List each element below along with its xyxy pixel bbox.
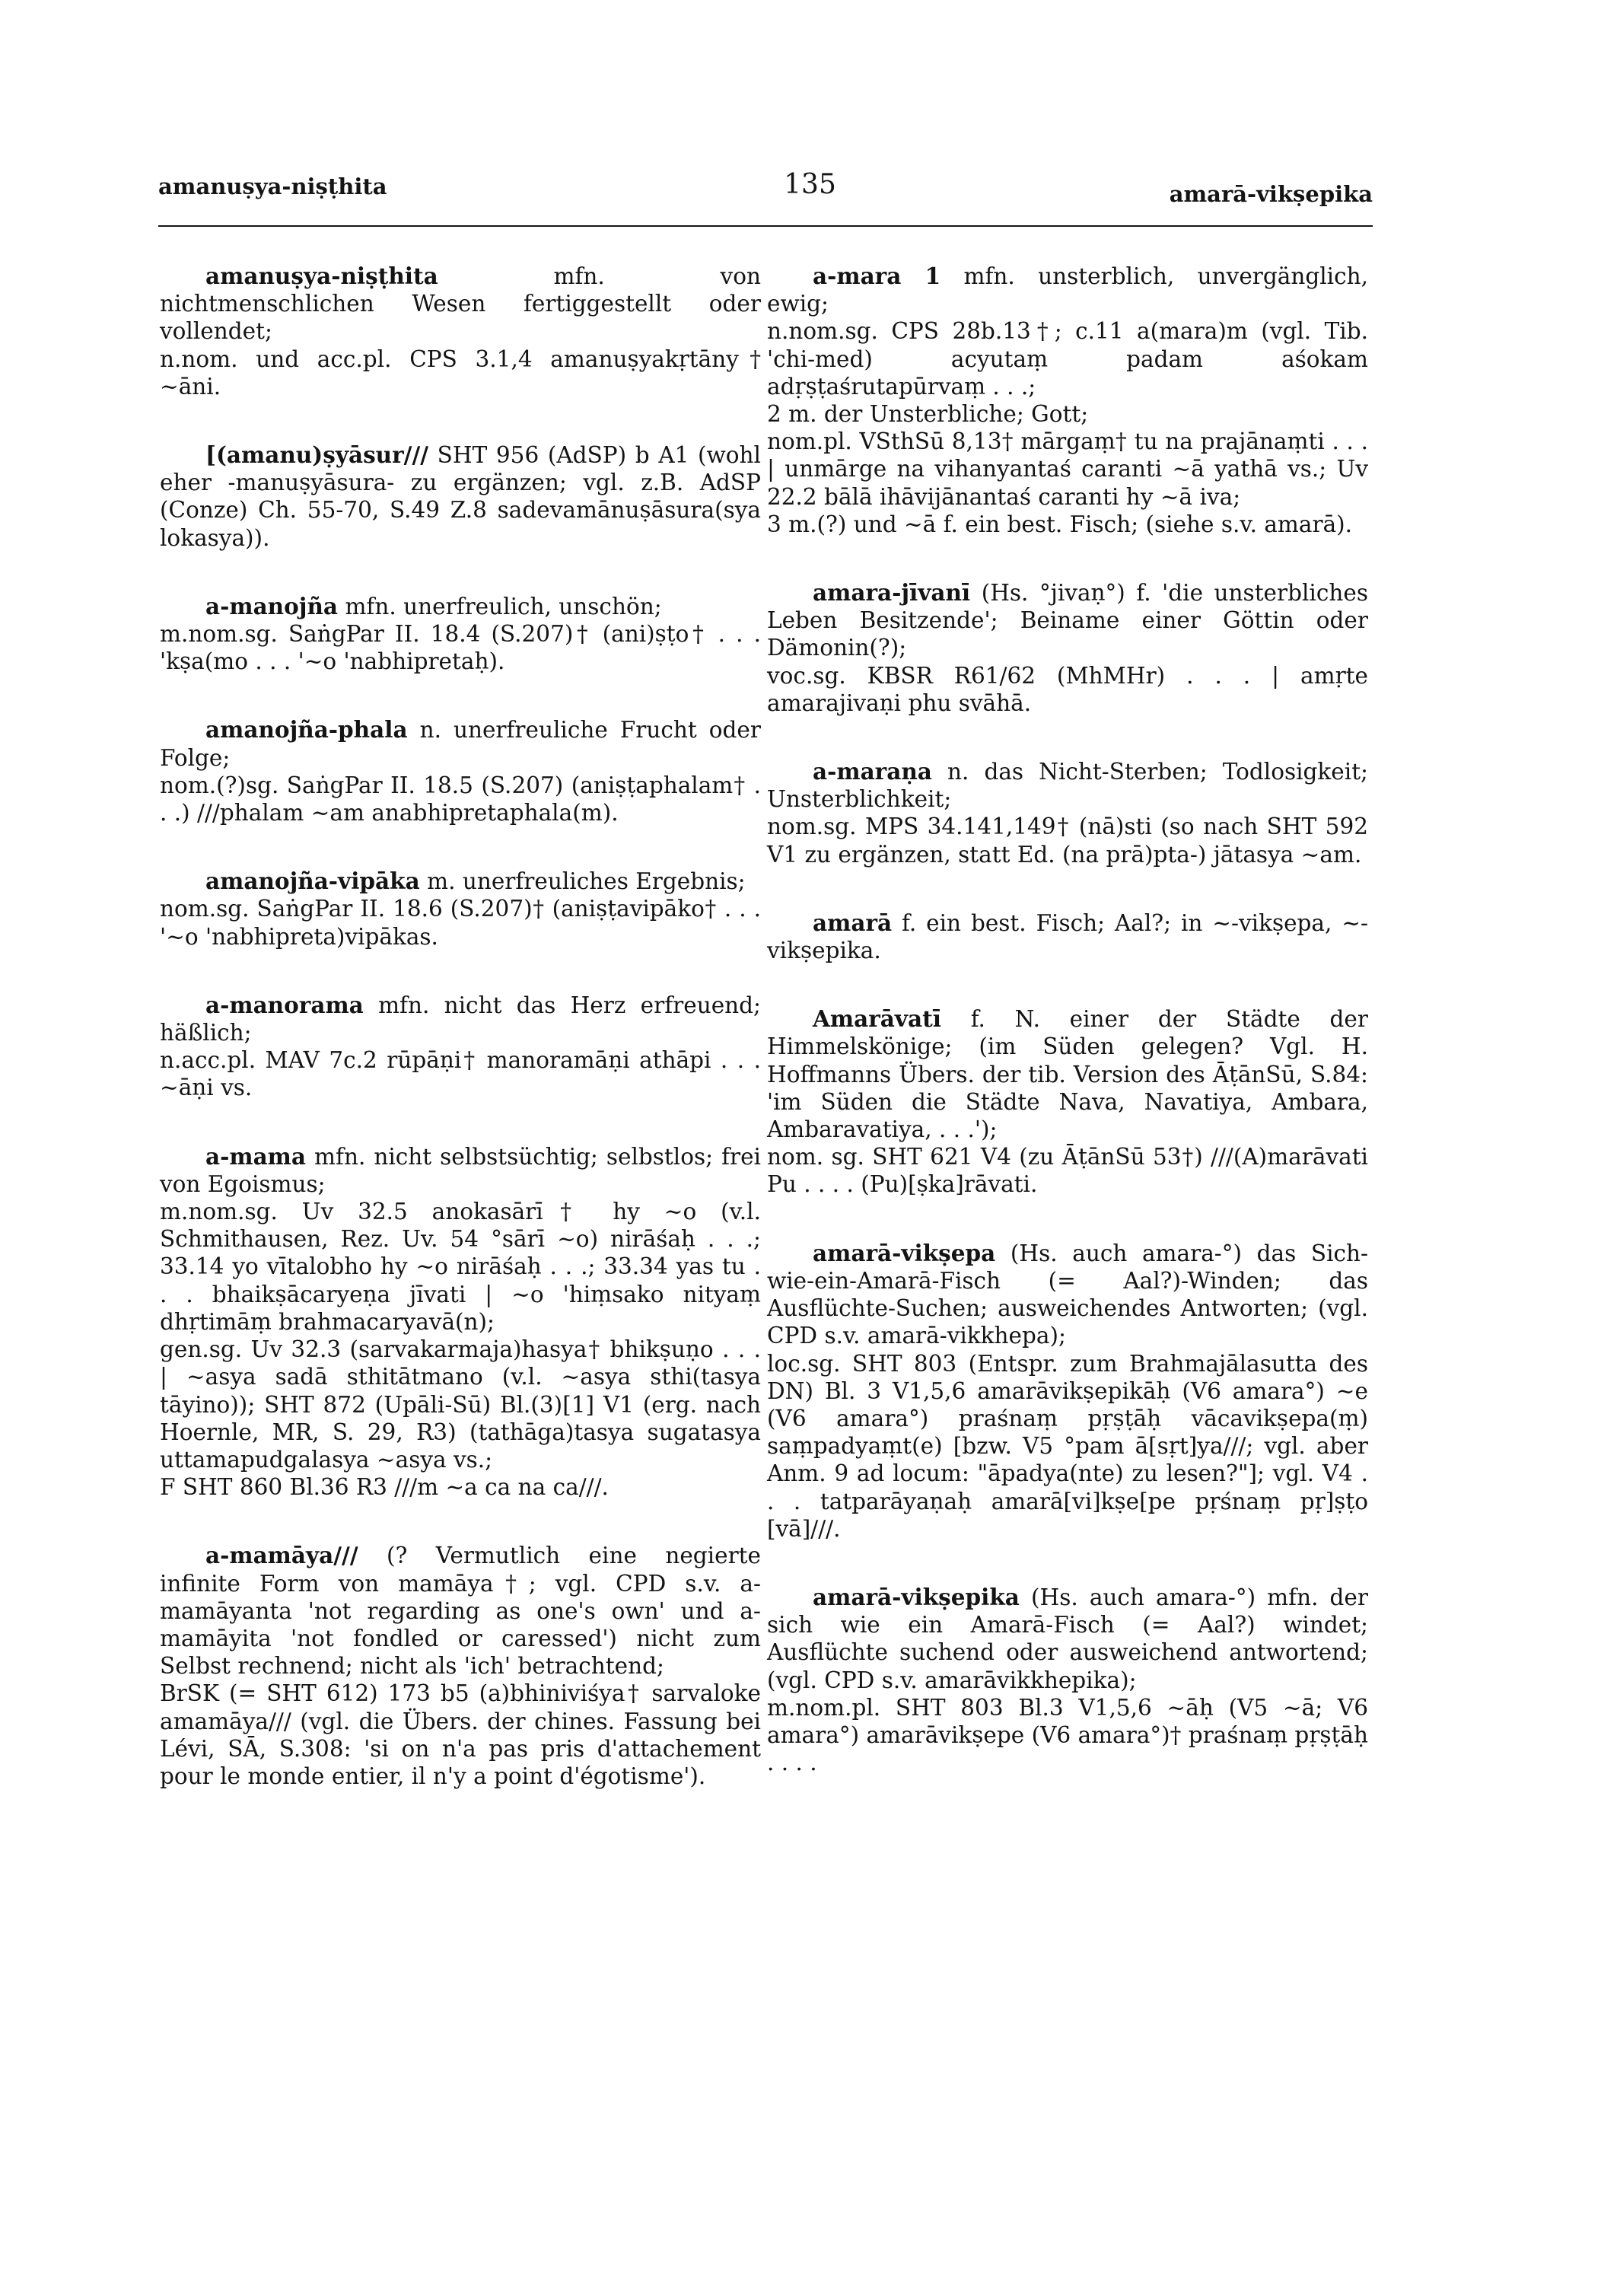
entry-citation (767, 1694, 1368, 1777)
entry-definition (767, 263, 1368, 317)
dictionary-entry (160, 1542, 761, 1790)
entry-citation (160, 346, 761, 400)
running-head-left: amanuṣya-niṣṭhita (158, 174, 387, 199)
entry-text: BrSK (= SHT 612) 173 b5 (a)bhiniviśya† sarvaloke amamāya/// (vgl. die Übers. der chines. Fassung bei Lévi, SĀ, S.308: 'si on n'a pas pris d'attachement pour le monde entier, il n'y a point d'égotisme'). (160, 1680, 761, 1789)
running-head-right: amarā-vikṣepika (1169, 181, 1373, 207)
entry-definition (767, 1584, 1368, 1694)
entry-citation (160, 1336, 761, 1473)
entry-headword: amanuṣya-niṣṭhita (205, 263, 438, 289)
entry-text: f. N. einer der Städte der Himmelskönige; (im Süden gelegen? Vgl. H. Hoffmanns Übers. der tib. Version des ĀṭānSū, S.84: 'im Süden die Städte Nava, Navatiya, Ambara, Ambaravatiya, . . .'); (767, 1006, 1368, 1143)
dictionary-entry (767, 1240, 1368, 1543)
entry-text: nom.sg. SaṅgPar II. 18.6 (S.207)† (aniṣṭavipāko† . . . '~o 'nabhipreta)vipākas. (160, 896, 761, 950)
entry-text: mfn. nicht das Herz erfreuend; häßlich; (160, 992, 761, 1046)
dictionary-entry (767, 909, 1368, 964)
entry-text: n.acc.pl. MAV 7c.2 rūpāṇi† manoramāṇi athāpi . . . ~āṇi vs. (160, 1047, 761, 1101)
entry-citation (160, 1046, 761, 1101)
entry-text: gen.sg. Uv 32.3 (sarvakarmaja)hasya† bhikṣuṇo . . . | ~asya sadā sthitātmano (v.l. ~asya sthi(tasya tāyino)); SHT 872 (Upāli-Sū) Bl.(3)[1] V1 (erg. nach Hoernle, MR, S. 29, R3) (tathāga)tasya sugatasya uttamapudgalasya ~asya vs.; (160, 1336, 761, 1473)
dictionary-entry (160, 263, 761, 400)
entry-citation (160, 620, 761, 675)
entry-text: mfn. von nichtmenschlichen Wesen fertiggestellt oder vollendet; (160, 263, 761, 345)
entry-citation (160, 895, 761, 950)
entry-text: n. unerfreuliche Frucht oder Folge; (160, 717, 761, 771)
dictionary-entry (767, 1005, 1368, 1198)
entry-text: F SHT 860 Bl.36 R3 ///m ~a ca na ca///. (160, 1474, 609, 1501)
entry-headword: Amarāvatī (813, 1005, 941, 1033)
entry-headword: amanojña-vipāka (205, 868, 420, 895)
entry-text: mfn. unerfreulich, unschön; (345, 593, 662, 619)
dictionary-entry (160, 992, 761, 1102)
dictionary-entry (160, 716, 761, 826)
entry-definition (160, 1143, 761, 1198)
entry-text: nom.(?)sg. SaṅgPar II. 18.5 (S.207) (aniṣṭaphalam† . . .) ///phalam ~am anabhipretaphala(m). (160, 772, 761, 826)
right-column (767, 263, 1368, 1817)
entry-text: (Hs. auch amara-°) das Sich-wie-ein-Amarā-Fisch (= Aal?)-Winden; das Ausflüchte-Suchen; ausweichendes Antworten; (vgl. CPD s.v. amarā-vikkhepa); (767, 1240, 1368, 1349)
dictionary-entry (160, 441, 761, 552)
entry-citation (767, 511, 1368, 538)
dictionary-entry (767, 758, 1368, 868)
entry-headword: a-manojña (205, 592, 339, 619)
dictionary-entry (160, 1143, 761, 1501)
entry-text: SHT 956 (AdSP) b A1 (wohl eher -manuṣyāsura- zu ergänzen; vgl. z.B. AdSP (Conze) Ch. 55-70, S.49 Z.8 sadevamānuṣāsura(sya lokasya)). (160, 442, 761, 551)
entry-text: m. unerfreuliches Ergebnis; (427, 868, 746, 895)
entry-text: voc.sg. KBSR R61/62 (MhMHr) . . . | amṛte amarajivaṇi phu svāhā. (767, 662, 1368, 716)
entry-text: nom.pl. VSthSū 8,13† mārgaṃ† tu na prajānaṃti . . . | unmārge na vihanyantaś caranti ~ā yathā vs.; Uv 22.2 bālā ihāvijānantaś caranti hy ~ā iva; (767, 428, 1368, 510)
entry-definition (767, 579, 1368, 662)
entry-citation (767, 813, 1368, 868)
entry-definition (767, 758, 1368, 813)
entry-definition (160, 441, 761, 552)
entry-text: n. das Nicht-Sterben; Todlosigkeit; Unsterblichkeit; (767, 759, 1368, 813)
entry-text: f. ein best. Fisch; Aal?; in ~-vikṣepa, ~-vikṣepika. (767, 909, 1368, 964)
entry-text: m.nom.sg. Uv 32.5 anokasārī† hy ~o (v.l. Schmithausen, Rez. Uv. 54 °sārī ~o) nirāśaḥ . . .; 33.14 yo vītalobho hy ~o nirāśaḥ . . .; 33.34 yas tu . . . bhaikṣācaryeṇa jīvati | ~o 'hiṃsako nityaṃ dhṛtimāṃ brahmacaryavā(n); (160, 1199, 761, 1335)
entry-definition (160, 1542, 761, 1680)
page-header (0, 169, 1620, 219)
entry-citation (160, 1680, 761, 1790)
entry-citation (160, 1198, 761, 1336)
entry-headword: amara-jīvanī (813, 579, 971, 607)
dictionary-entry (160, 868, 761, 951)
entry-headword: [(amanu)ṣyāsur/// (205, 441, 428, 469)
dictionary-entry (160, 593, 761, 676)
entry-headword: a-mamāya/// (205, 1542, 358, 1569)
entry-definition (767, 1240, 1368, 1350)
left-column (160, 263, 761, 1831)
entry-definition (160, 593, 761, 620)
entry-text: (Hs. °jivaṇ°) f. 'die unsterbliches Leben Besitzende'; Beiname einer Göttin oder Dämonin(?); (767, 580, 1368, 661)
entry-headword: amanojña-phala (205, 716, 408, 744)
entry-definition (160, 263, 761, 346)
entry-citation (767, 1143, 1368, 1198)
entry-headword: amarā-vikṣepa (813, 1239, 996, 1266)
entry-citation (767, 1350, 1368, 1543)
entry-text: n.nom.sg. CPS 28b.13†; c.11 a(mara)m (vgl. Tib. 'chi-med) acyutaṃ padam aśokam adṛṣṭaśrutapūrvaṃ . . .; (767, 318, 1368, 400)
entry-citation (160, 1473, 761, 1501)
entry-citation (767, 428, 1368, 511)
entry-citation (767, 400, 1368, 428)
entry-text: nom. sg. SHT 621 V4 (zu ĀṭānSū 53†) ///(A)marāvati Pu . . . . (Pu)[ṣka]rāvati. (767, 1144, 1368, 1198)
entry-text: (Hs. auch amara-°) mfn. der sich wie ein Amarā-Fisch (= Aal?) windet; Ausflüchte suchend oder ausweichend antwortend; (vgl. CPD s.v. amarāvikkhepika); (767, 1584, 1368, 1693)
entry-headword: amarā (813, 909, 893, 936)
entry-text: loc.sg. SHT 803 (Entspr. zum Brahmajālasutta des DN) Bl. 3 V1,5,6 amarāvikṣepikāḥ (V6 amara°) ~e (V6 amara°) praśnaṃ pṛṣṭāḥ vācavikṣepa(ṃ) saṃpadyaṃt(e) [bzw. V5 °pam ā[sṛt]ya///; vgl. aber Anm. 9 ad locum: "āpadya(nte) zu lesen?"]; vgl. V4 . . . tatparāyaṇaḥ amarā[vi]kṣe[pe pṛśnaṃ pṛ]ṣṭo [vā]///. (767, 1350, 1368, 1542)
entry-definition (767, 1005, 1368, 1143)
entry-headword: a-mara 1 (813, 263, 941, 289)
entry-headword: a-maraṇa (813, 758, 932, 785)
entry-text: (? Vermutlich eine negierte infinite Form von mamāya†; vgl. CPD s.v. a-mamāyanta 'not regarding as one's own' und a-mamāyita 'not fondled or caressed') nicht zum Selbst rechnend; nicht als 'ich' betrachtend; (160, 1543, 761, 1680)
entry-text: n.nom. und acc.pl. CPS 3.1,4 amanuṣyakṛtāny† ~āni. (160, 346, 761, 400)
entry-definition (160, 868, 761, 895)
entry-text: nom.sg. MPS 34.141,149† (nā)sti (so nach SHT 592 V1 zu ergänzen, statt Ed. (na prā)pta-) jātasya ~am. (767, 814, 1368, 868)
page-number: 135 (784, 169, 836, 200)
entry-citation (767, 662, 1368, 717)
entry-text: mfn. unsterblich, unvergänglich, ewig; (767, 263, 1369, 317)
entry-definition (767, 909, 1368, 964)
entry-citation (767, 317, 1368, 400)
entry-text: 2 m. der Unsterbliche; Gott; (767, 401, 1089, 428)
entry-headword: a-manorama (205, 991, 364, 1018)
entry-text: m.nom.sg. SaṅgPar II. 18.4 (S.207)† (ani)ṣṭo† . . . 'kṣa(mo . . . '~o 'nabhipretaḥ). (160, 621, 761, 675)
header-rule (158, 225, 1373, 227)
entry-definition (160, 992, 761, 1046)
entry-citation (160, 772, 761, 826)
entry-headword: a-mama (205, 1142, 307, 1170)
dictionary-entry (767, 579, 1368, 717)
dictionary-entry (767, 263, 1368, 538)
dictionary-entry (767, 1584, 1368, 1776)
entry-text: 3 m.(?) und ~ā f. ein best. Fisch; (siehe s.v. amarā). (767, 511, 1353, 537)
entry-text: m.nom.pl. SHT 803 Bl.3 V1,5,6 ~āḥ (V5 ~ā; V6 amara°) amarāvikṣepe (V6 amara°)† praśnaṃ pṛṣṭāḥ . . . . (767, 1694, 1369, 1776)
entry-text: mfn. nicht selbstsüchtig; selbstlos; frei von Egoismus; (160, 1143, 761, 1197)
entry-definition (160, 716, 761, 771)
entry-headword: amarā-vikṣepika (813, 1583, 1020, 1610)
